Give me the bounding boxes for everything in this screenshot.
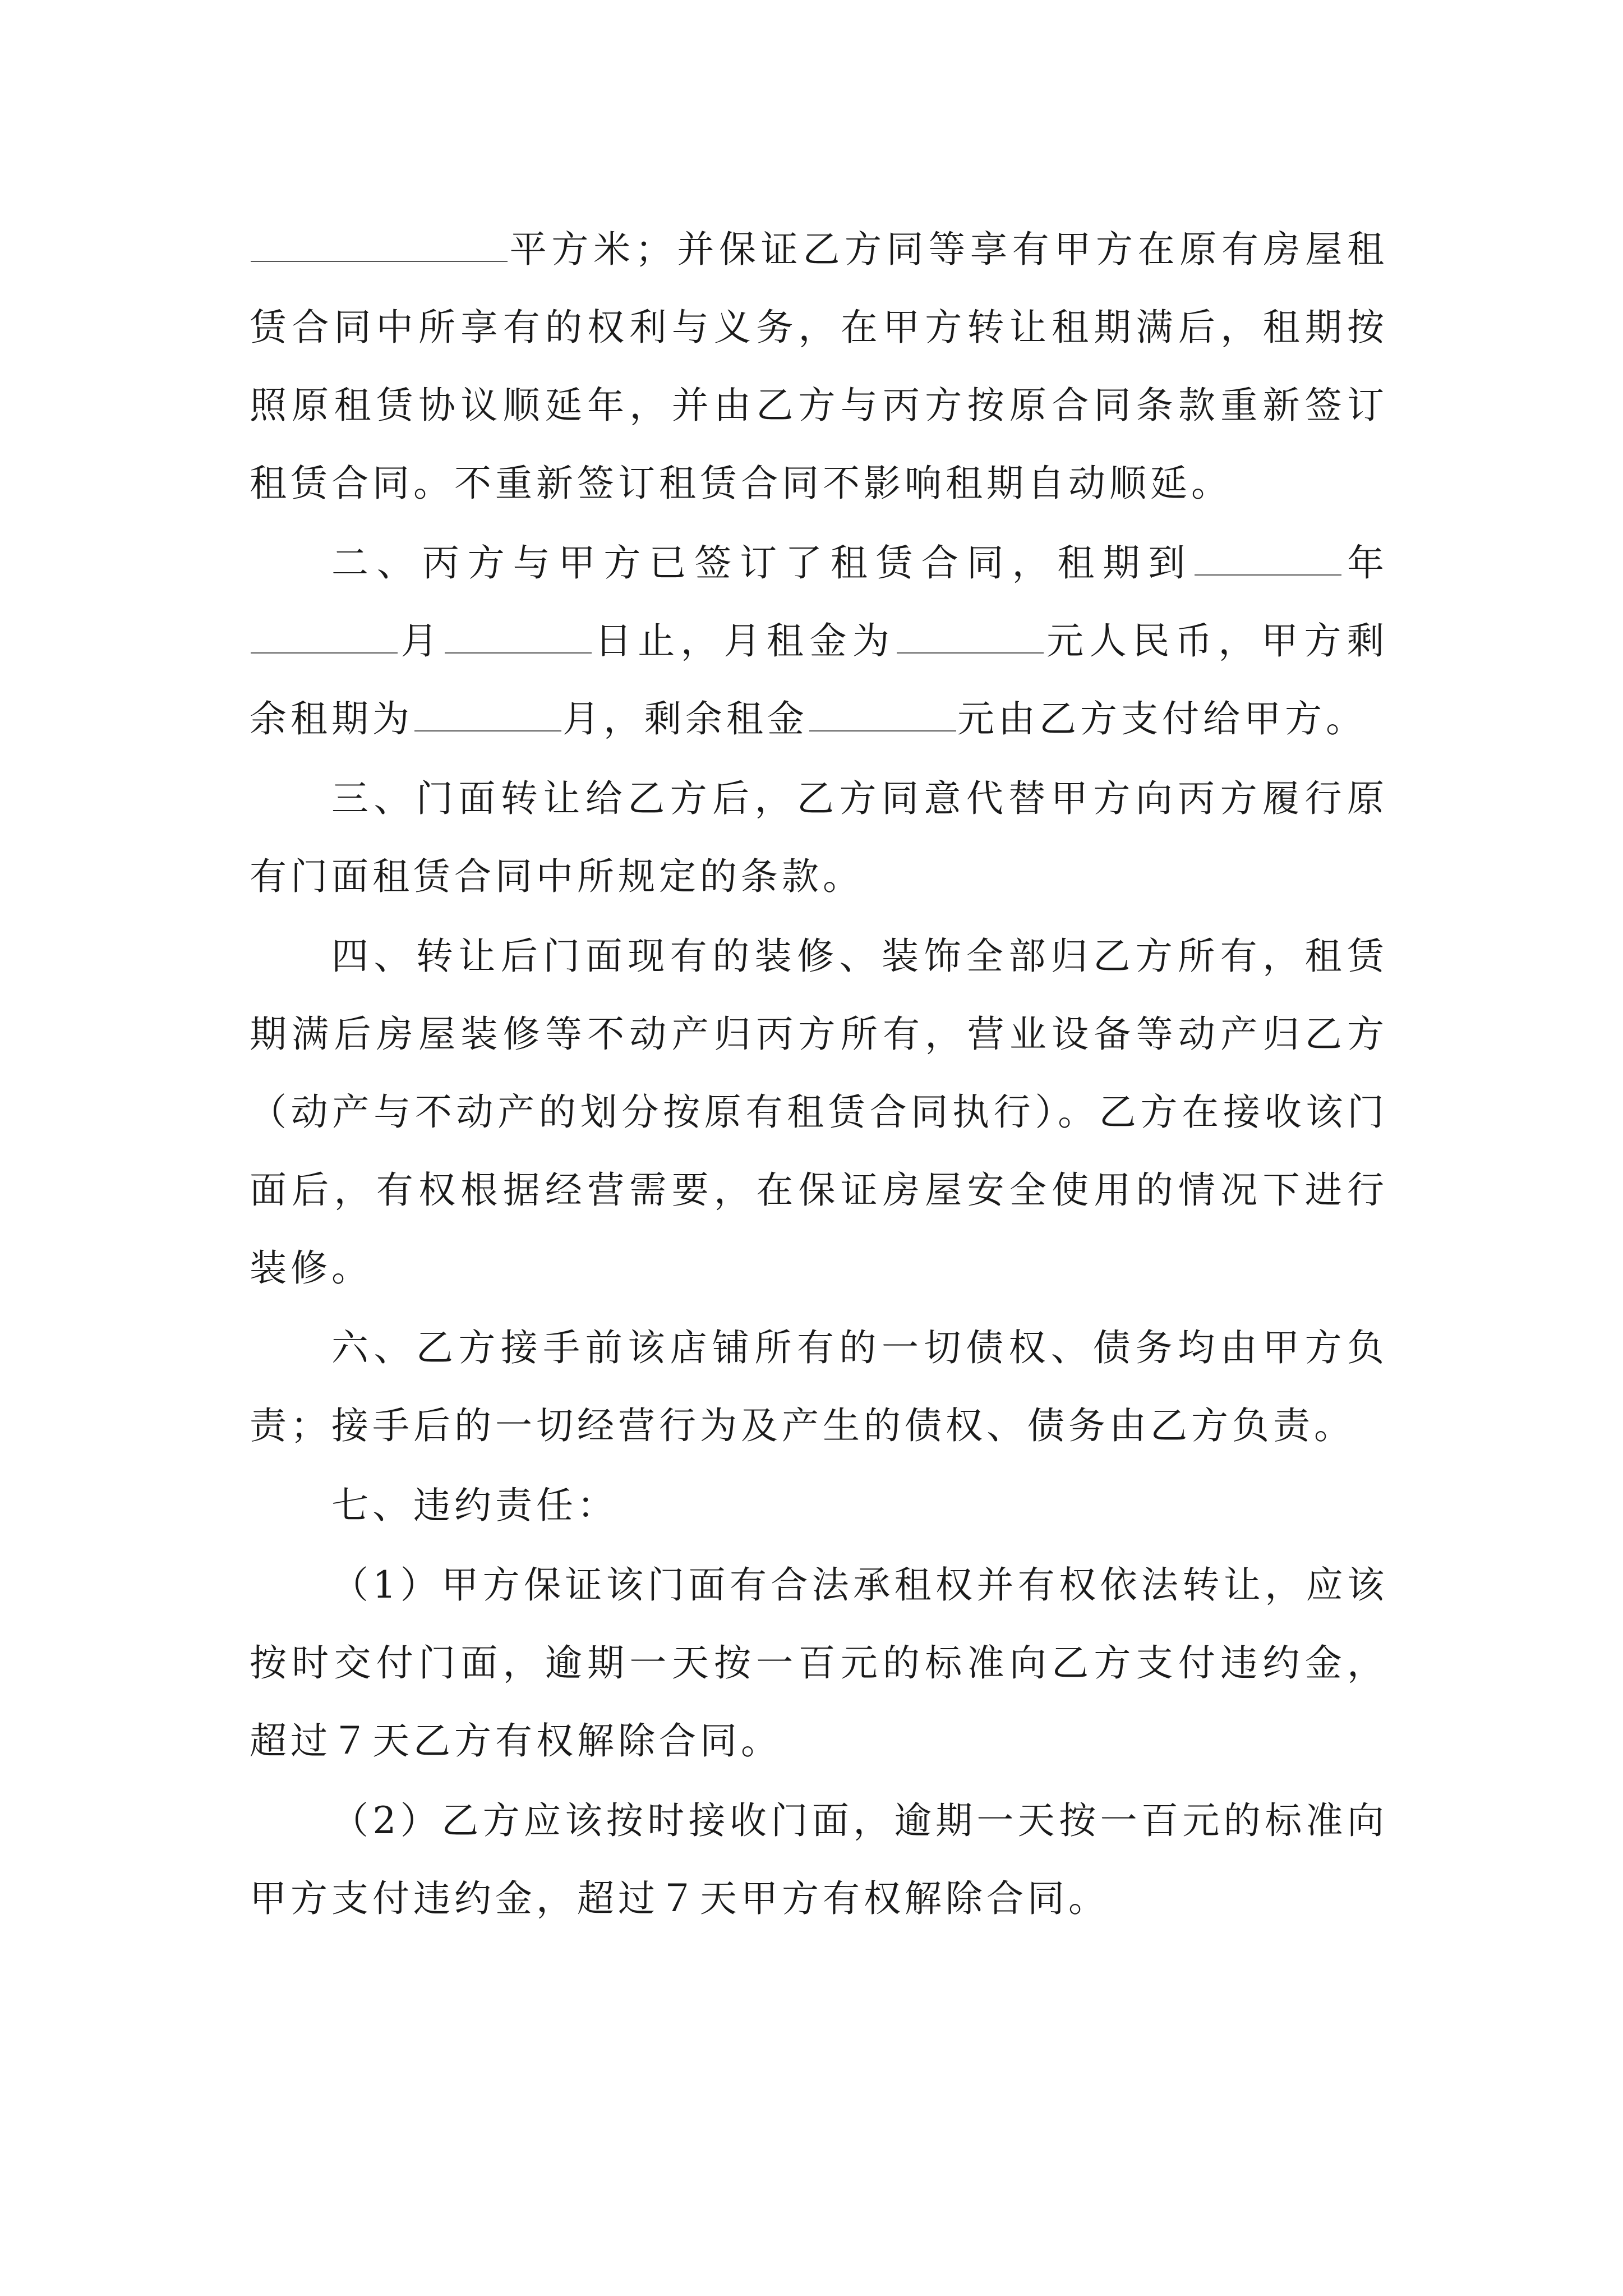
blank-day-field [445,615,592,654]
paragraph-clause-6: 六、乙方接手前该店铺所有的一切债权、债务均由甲方负责；接手后的一切经营行为及产生的债权、债务由乙方负责。 [250,1326,1388,1447]
clause-text: 二、丙方与甲方已签订了租赁合同，租期到 [331,541,1194,585]
paragraph-clause-4: 四、转让后门面现有的装修、装饰全部归乙方所有，租赁期满后房屋装修等不动产归丙方所有，营业设备等动产归乙方（动产与不动产的划分按原有租赁合同执行）。乙方在接收该门面后，有权根据经营需要，在保证房屋安全使用的情况下进行装修。 [250,935,1388,1290]
blank-remaining-term-field [414,693,561,731]
clause-text: 年 [1343,541,1389,585]
clause-text: 月 [399,619,444,662]
paragraph-clause-7-item-2: （2）乙方应该按时接收门面，逾期一天按一百元的标准向甲方支付违约金，超过７天甲方有权解除合同。 [250,1799,1388,1920]
paragraph-clause-2 [250,524,1388,758]
paragraph-clause-3: 三、门面转让给乙方后，乙方同意代替甲方向丙方履行原有门面租赁合同中所规定的条款。 [250,777,1388,898]
blank-year-field [1195,537,1341,576]
paragraph-lease-extension [250,210,1388,522]
paragraph-clause-7-item-1: （1）甲方保证该门面有合法承租权并有权依法转让，应该按时交付门面，逾期一天按一百元的标准向乙方支付违约金，超过７天乙方有权解除合同。 [250,1563,1388,1763]
blank-month-field [251,615,398,654]
blank-area-field [251,224,508,262]
clause-text: 元人民币，甲方剩余租期为 [250,619,1389,740]
clause-text: 元由乙方支付给甲方。 [957,697,1367,740]
clause-text: 日止，月租金为 [593,619,896,662]
document-body [250,210,1388,1938]
clause-text: 月，剩余租金 [562,697,808,740]
paragraph-clause-7-heading: 七、违约责任： [331,1484,618,1527]
blank-rent-field [897,615,1044,654]
blank-remaining-rent-field [809,693,956,731]
paragraph-text: 平方米；并保证乙方同等享有甲方在原有房屋租赁合同中所享有的权利与义务，在甲方转让租期满后，租期按照原租赁协议顺延年，并由乙方与丙方按原合同条款重新签订租赁合同。不重新签订租赁合同不影响租期自动顺延。 [250,228,1388,505]
